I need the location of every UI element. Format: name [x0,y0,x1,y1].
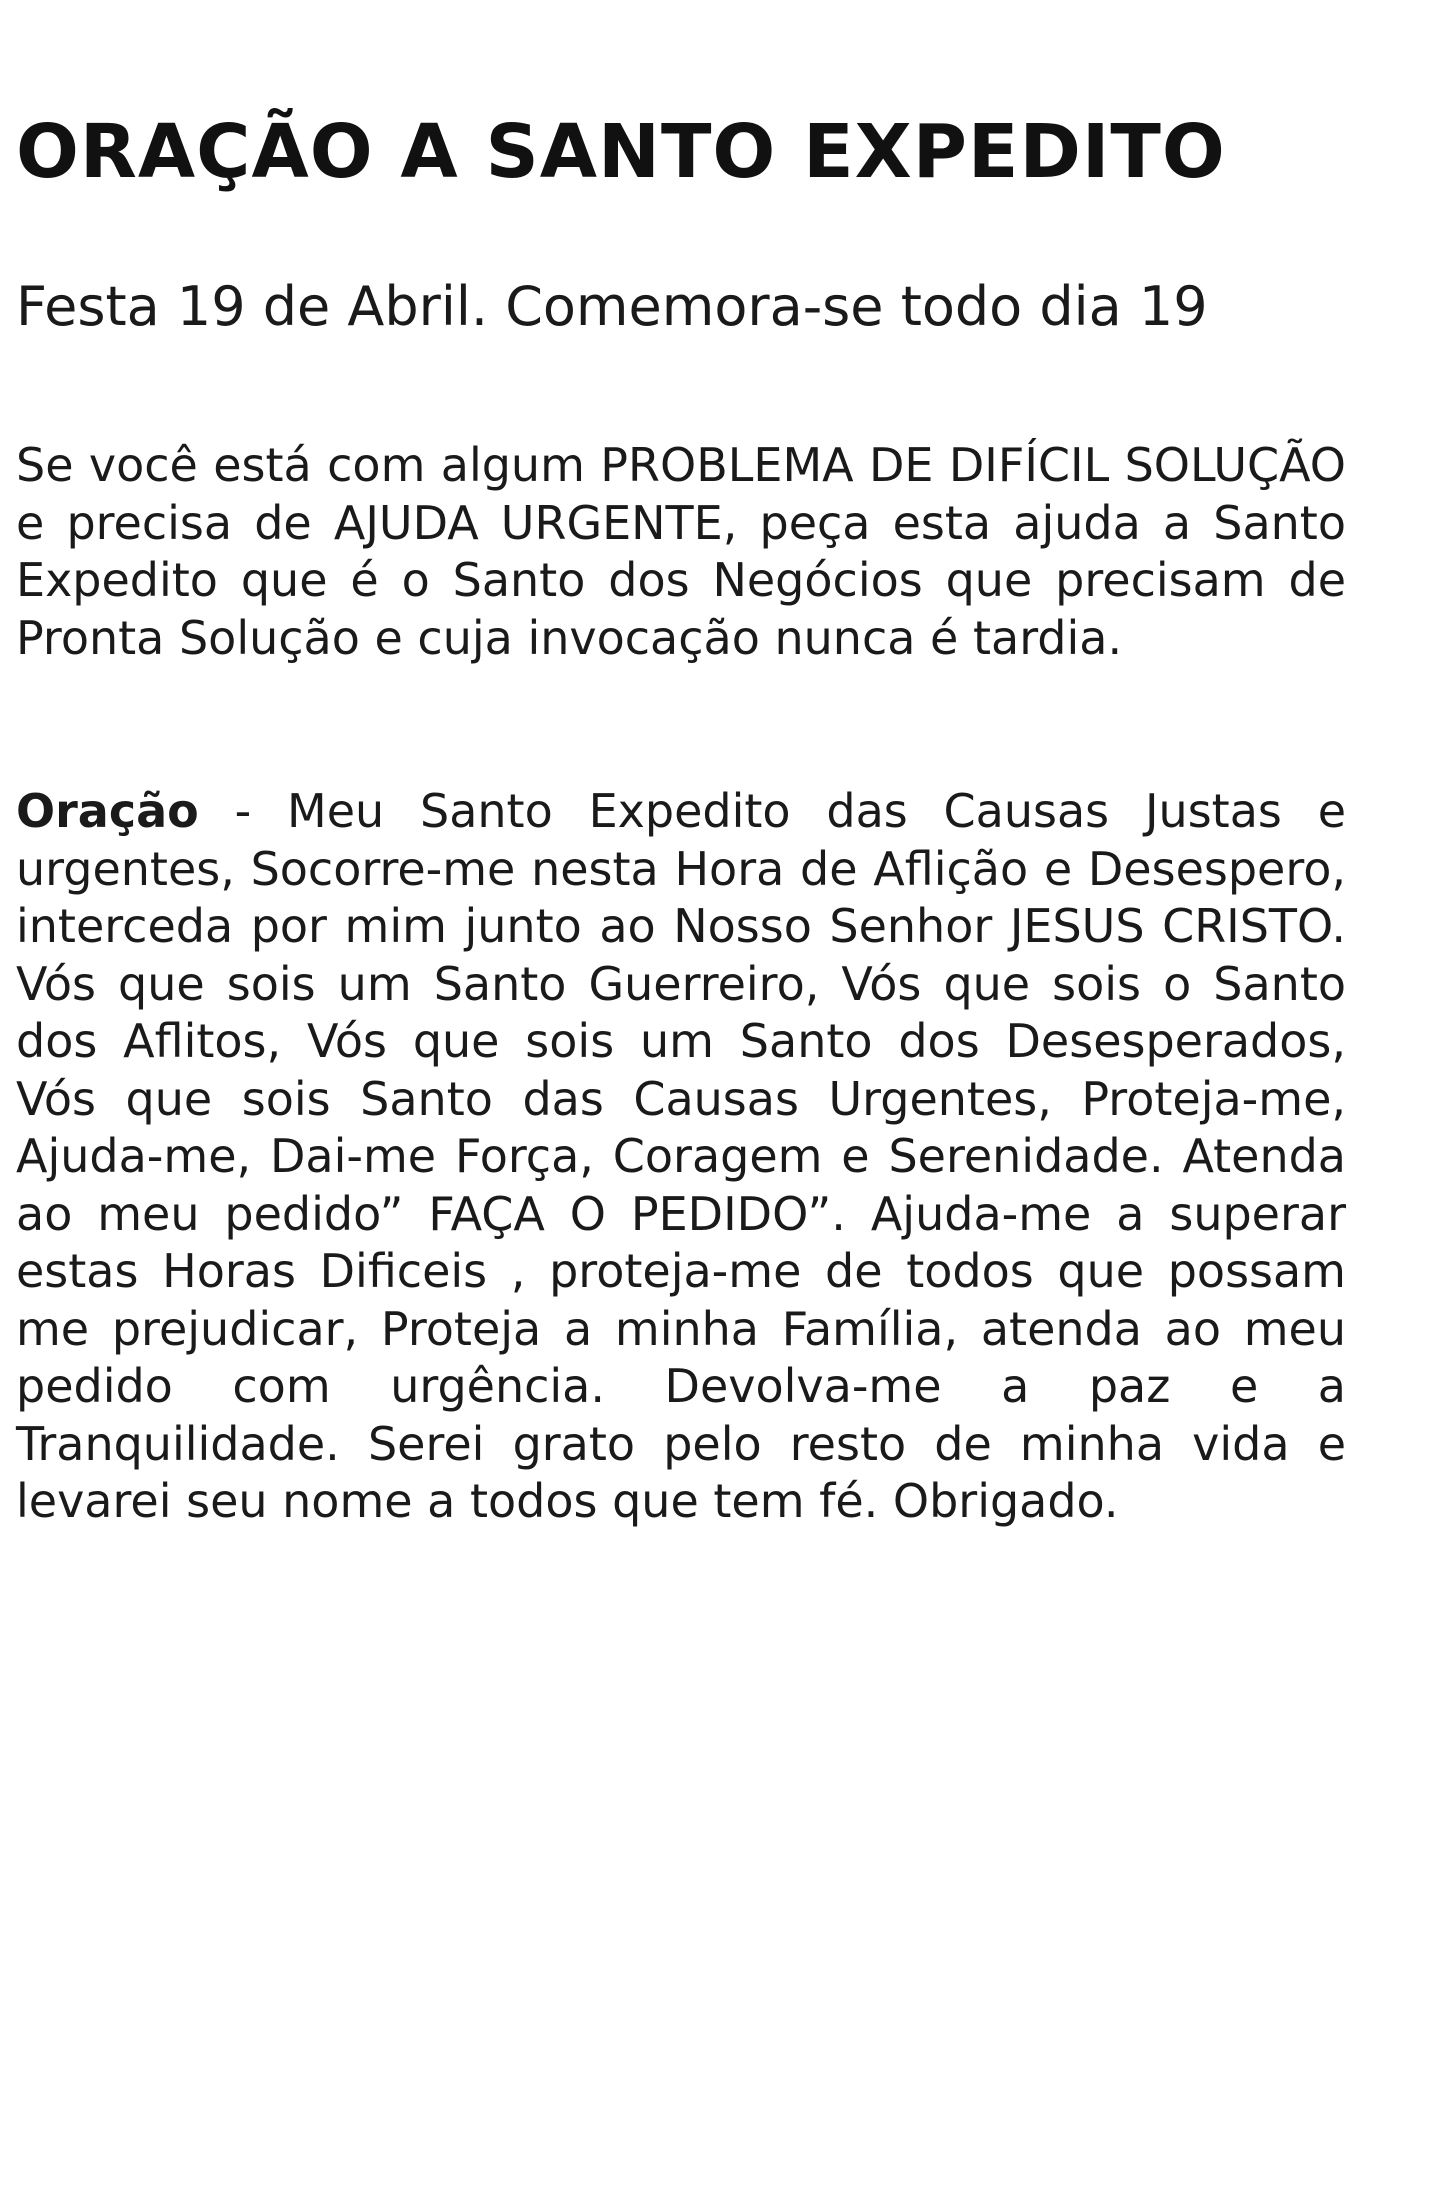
document-page [16,0,1350,2196]
page-title: ORAÇÃO A SANTO EXPEDITO [16,109,1226,195]
prayer-paragraph [16,783,1346,1531]
feast-date-line: Festa 19 de Abril. Comemora-se todo dia 19 [16,275,1208,338]
prayer-label: Oração [16,784,199,838]
prayer-text: - Meu Santo Expedito das Causas Justas e urgentes, Socorre-me nesta Hora de Aflição e Desespero, interceda por mim junto ao Nosso Senhor JESUS CRISTO. Vós que sois um Santo Guerreiro, Vós que sois o Santo dos Aflitos, Vós que sois um Santo dos Desesperados, Vós que sois Santo das Causas Urgentes, Proteja-me, Ajuda-me, Dai-me Força, Coragem e Serenidade. Atenda ao meu pedido” FAÇA O PEDIDO”. Ajuda-me a superar estas Horas Dificeis , proteja-me de todos que possam me prejudicar, Proteja a minha Família, atenda ao meu pedido com urgência. Devolva-me a paz e a Tranquilidade. Serei grato pelo resto de minha vida e levarei seu nome a todos que tem fé. Obrigado. [16,784,1346,1528]
intro-paragraph: Se você está com algum PROBLEMA DE DIFÍCIL SOLUÇÃO e precisa de AJUDA URGENTE, peça esta ajuda a Santo Expedito que é o Santo dos Negócios que precisam de Pronta Solução e cuja invocação nunca é tardia. [16,438,1346,665]
